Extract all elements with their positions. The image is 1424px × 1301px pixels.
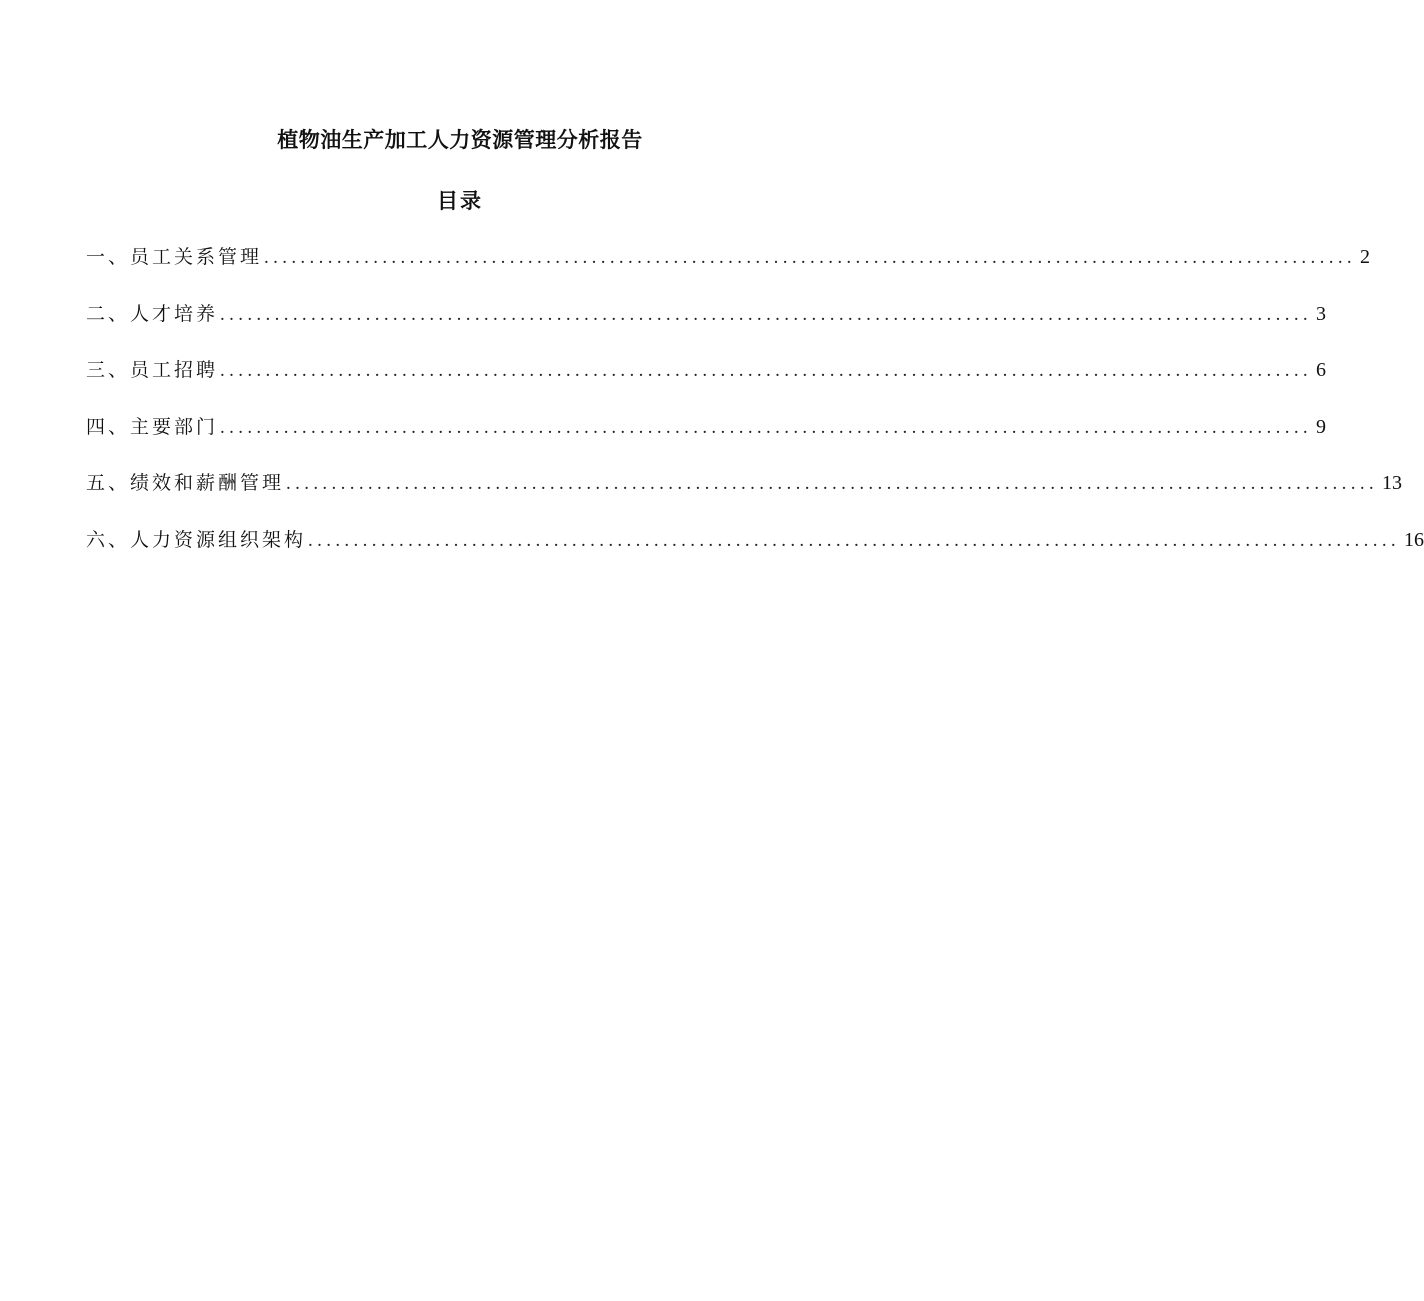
toc-entry[interactable] xyxy=(86,296,1327,353)
toc-page-number: 16 xyxy=(1404,528,1424,551)
toc-entry-label: 五、绩效和薪酬管理 xyxy=(86,472,285,494)
toc-dot-leader: ........................................................................................................................ xyxy=(220,360,1313,381)
table-of-contents xyxy=(86,239,1424,578)
toc-page-number: 3 xyxy=(1316,302,1327,325)
toc-dot-leader: ........................................................................................................................ xyxy=(264,247,1357,268)
toc-entry-label: 六、人力资源组织架构 xyxy=(86,528,307,551)
toc-dot-leader: ........................................................................................................................ xyxy=(286,473,1379,494)
toc-entry[interactable] xyxy=(86,352,1327,409)
toc-page-number: 13 xyxy=(1382,472,1403,494)
toc-dot-leader: ........................................................................................................................ xyxy=(220,303,1313,325)
toc-dot-leader: ........................................................................................................................ xyxy=(308,529,1401,551)
toc-entry-label: 一、员工关系管理 xyxy=(86,246,263,268)
toc-entry[interactable] xyxy=(86,239,1371,296)
toc-page-number: 6 xyxy=(1316,359,1327,381)
toc-entry[interactable] xyxy=(86,522,1424,579)
toc-heading: 目录 xyxy=(437,189,483,213)
toc-page-number: 2 xyxy=(1360,246,1371,268)
toc-dot-leader: ........................................................................................................................ xyxy=(220,416,1313,438)
toc-entry[interactable] xyxy=(86,409,1327,466)
toc-entry-label: 四、主要部门 xyxy=(86,415,219,438)
toc-entry[interactable] xyxy=(86,465,1403,522)
toc-page-number: 9 xyxy=(1316,415,1327,438)
document-title: 植物油生产加工人力资源管理分析报告 xyxy=(277,128,643,152)
toc-entry-label: 三、员工招聘 xyxy=(86,359,219,381)
toc-entry-label: 二、人才培养 xyxy=(86,302,219,325)
